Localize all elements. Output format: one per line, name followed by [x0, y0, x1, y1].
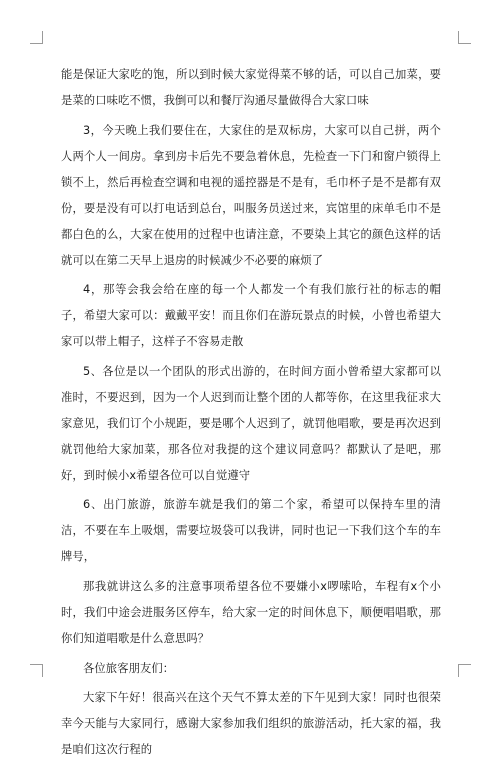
paragraph: 6、出门旅游，旅游车就是我们的第二个家，希望可以保持车里的清洁，不要在车上吸烟，需要垃圾袋可以我讲，同时也记一下我们这个车的车牌号， [61, 498, 441, 564]
crop-mark-top-left [30, 31, 43, 44]
paragraph: 大家下午好！很高兴在这个天气不算太差的下午见到大家！同时也很荣幸今天能与大家同行，感谢大家参加我们组织的旅游活动，托大家的福，我是咱们这次行程的 [61, 691, 441, 757]
crop-mark-bottom-right [458, 664, 471, 677]
document-body [61, 62, 441, 767]
crop-mark-bottom-left [30, 664, 43, 677]
paragraph: 3，今天晚上我们要住在，大家住的是双标房，大家可以自己拼，两个人两个人一间房。拿到房卡后先不要急着休息，先检查一下门和窗户锁得上锁不上，然后再检查空调和电视的遥控器是不是有，毛巾杯子是不是都有双份，要是没有可以打电话到总台，叫服务员送过来，宾馆里的床单毛巾不是都白色的么，大家在使用的过程中也请注意，不要染上其它的颜色这样的话就可以在第二天早上退房的时候减少不必要的麻烦了 [61, 123, 441, 267]
paragraph: 4，那等会我会给在座的每一个人都发一个有我们旅行社的标志的帽子，希望大家可以：戴戴平安！而且你们在游玩景点的时候，小曾也希望大家可以带上帽子，这样子不容易走散 [61, 283, 441, 349]
paragraph: 那我就讲这么多的注意事项希望各位不要嫌小x啰嗦哈，车程有x个小时，我们中途会进服务区停车，给大家一定的时间休息下，顺便唱唱歌，那你们知道唱歌是什么意思吗？ [61, 579, 441, 645]
paragraph: 能是保证大家吃的饱，所以到时候大家觉得菜不够的话，可以自己加菜，要是菜的口味吃不惯，我倒可以和餐厅沟通尽量做得合大家口味 [61, 68, 441, 107]
crop-mark-top-right [458, 31, 471, 44]
paragraph: 各位旅客朋友们： [83, 661, 175, 675]
paragraph: 5、各位是以一个团队的形式出游的，在时间方面小曾希望大家都可以准时，不要迟到，因为一个人迟到而让整个团的人都等你，在这里我征求大家意见，我们订个小规距，要是哪个人迟到了，就罚他唱歌，要是再次迟到就罚他给大家加菜，那各位对我提的这个建议同意吗？都默认了是吧，那好，到时候小x希望各位可以自觉遵守 [61, 364, 441, 482]
